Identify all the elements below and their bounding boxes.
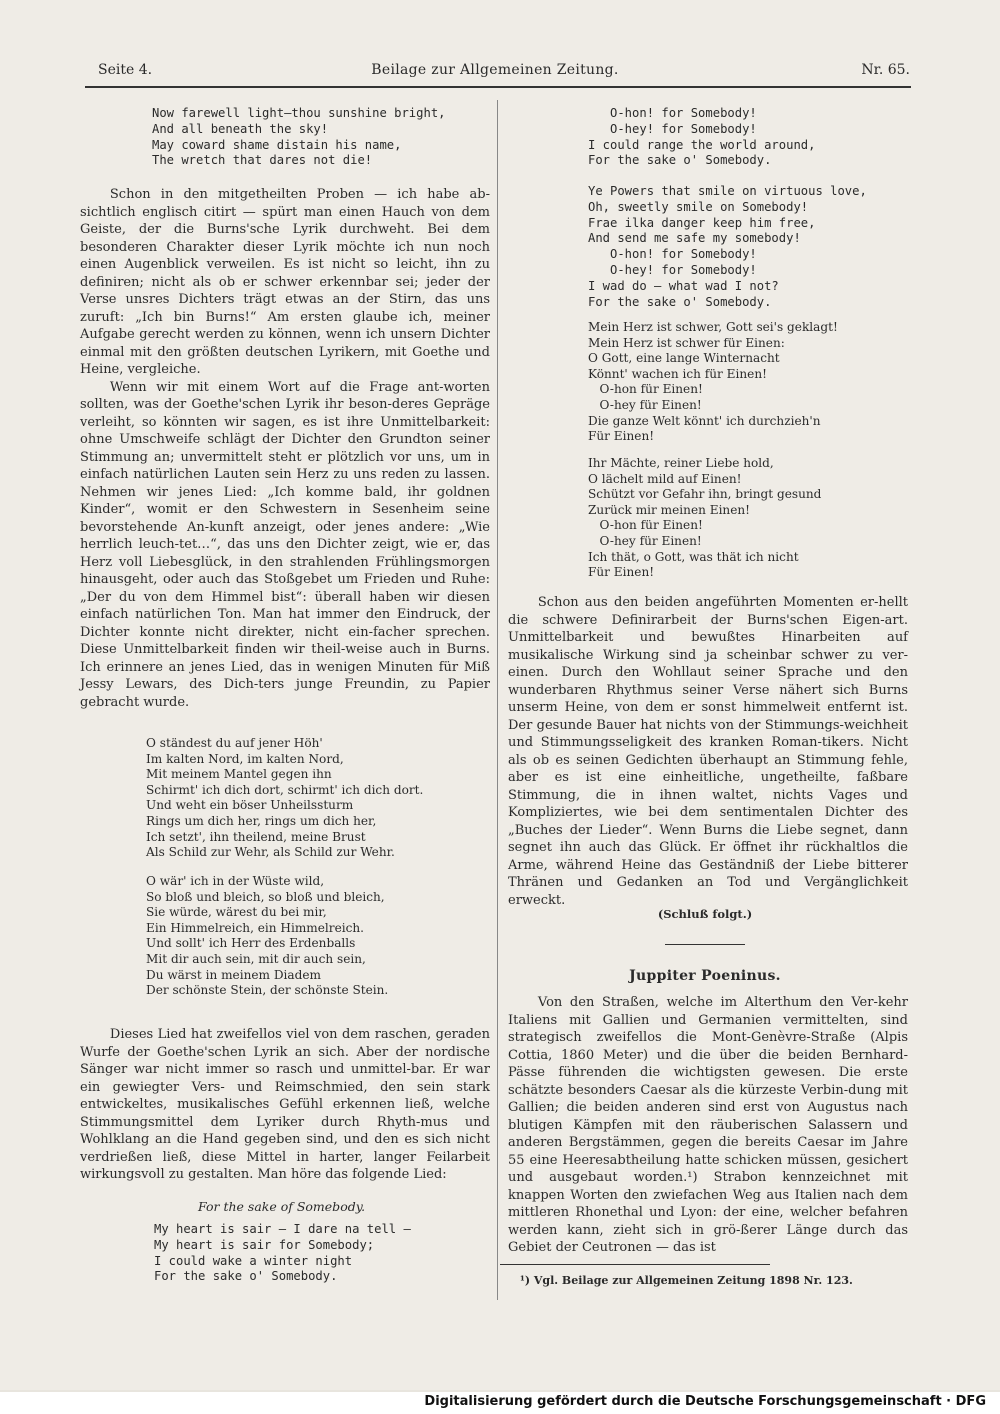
- issue-number: Nr. 65.: [861, 62, 910, 78]
- page-header: [80, 60, 910, 84]
- column-divider: [497, 100, 498, 1300]
- poem-stanza: O wär' ich in der Wüste wild, So bloß und bleich, so bloß und bleich, Sie würde, wärest du bei mir, Ein Himmelreich, ein Himmelreich. Und sollt' ich Herr des Erdenballs Mit dir auch sein, mit dir auch sein, Du wärst in meinem Diadem Der schönste Stein, der schönste Stein.: [146, 874, 389, 998]
- digitization-credit-bar: [0, 1392, 1000, 1414]
- article-text: [80, 1026, 490, 1184]
- page-title: Beilage zur Allgemeinen Zeitung.: [371, 62, 619, 78]
- poem-stanza: My heart is sair — I dare na tell — My heart is sair for Somebody; I could wake a winter night For the sake o' Somebody.: [154, 1222, 411, 1284]
- poem-stanza: O ständest du auf jener Höh' Im kalten Nord, im kalten Nord, Mit meinem Mantel gegen ihn Schirmt' ich dich dort, schirmt' ich dich dort. Und weht ein böser Unheilssturm Rings um dich her, rings um dich her, Ich setzt', ihn theilend, meine Brust Als Schild zur Wehr, als Schild zur Wehr.: [146, 736, 424, 860]
- digitization-credit: Digitalisierung gefördert durch die Deutsche Forschungsgemeinschaft · DFG: [424, 1394, 986, 1409]
- to-be-continued: (Schluß folgt.): [657, 907, 753, 921]
- paragraph: Dieses Lied hat zweifellos viel von dem raschen, geraden Wurfe der Goethe'schen Lyrik an sich. Aber der nordische Sänger war nicht immer so rasch und unmittel-bar. Er war ein gewiegter Vers- und Reimschmied, den sein stark entwickeltes, musikalisches Gefühl erkennen ließ, welche Stimmungsmittel dem Lyriker durch Rhyth-mus und Wohlklang an die Hand gegeben sind, und den es sich nicht verdrießen ließ, diese Mittel in harter, langer Feilarbeit wirkungsvoll zu gestalten. Man höre das folgende Lied:: [80, 1027, 490, 1182]
- poem-stanza: Ihr Mächte, reiner Liebe hold, O lächelt mild auf Einen! Schützt vor Gefahr ihn, bringt gesund Zurück mir meinen Einen! O-hon für Einen! O-hey für Einen! Ich thät, o Gott, was thät ich nicht Für Einen!: [588, 456, 822, 580]
- article-text: [80, 186, 490, 711]
- paragraph: Wenn wir mit einem Wort auf die Frage ant-worten sollten, was der Goethe'schen Lyrik ihr beson-deres Gepräge verleiht, so könnten wir sagen, es ist ihre Unmittelbarkeit: ohne Umschweife schlägt der Dichter den Grundton seiner Stimmung an; unvermittelt steht er plötzlich vor uns, um in einfach natürlichen Lauten sein Herz zu uns reden zu lassen. Nehmen wir jenes Lied: „Ich komme bald, ihr goldnen Kinder“, womit er den Schwestern in Sesenheim seine bevorstehende An-kunft anzeigt, oder jenes andere: „Wie herrlich leuch-tet…“, das uns den Dichter zeigt, wie er, das Herz voll Liebesglück, in den strahlenden Frühlingsmorgen hinausgeht, oder auch das Stoßgebet um Frieden und Ruhe: „Der du von dem Himmel bist“: überall haben wir diesen einfach natürlichen Ton. Man hat immer den Eindruck, der Dichter konnte nicht direkter, nicht ein-facher sprechen. Diese Unmittelbarkeit finden wir theil-weise auch in Burns. Ich erinnere an jenes Lied, das in wenigen Minuten für Miß Jessy Lewars, des Dich-ters junge Freundin, zu Papier gebracht wurde.: [80, 379, 490, 710]
- poem-stanza: Mein Herz ist schwer, Gott sei's geklagt! Mein Herz ist schwer für Einen: O Gott, eine lange Winternacht Könnt' wachen ich für Einen! O-hon für Einen! O-hey für Einen! Die ganze Welt könnt' ich durchzieh'n Für Einen!: [588, 320, 838, 444]
- song-title: For the sake of Somebody.: [198, 1199, 366, 1214]
- footnote: ¹) Vgl. Beilage zur Allgemeinen Zeitung 1898 Nr. 123.: [520, 1274, 853, 1287]
- section-divider: [500, 944, 910, 945]
- article-text: [508, 994, 908, 1257]
- article-text: [508, 594, 908, 909]
- paragraph: Von den Straßen, welche im Alterthum den Ver-kehr Italiens mit Gallien und Germanien vermittelten, sind strategisch zweifellos die Mont-Genèvre-Straße (Alpis Cottia, 1860 Meter) und die über die beiden Bernhard-Pässe führenden die wichtigsten gewesen. Die erste schätzte besonders Caesar als die kürzeste Verbin-dung mit Gallien; die beiden anderen sind erst von Augustus nach blutigen Kämpfen mit den räuberischen Salassern und anderen Bergstämmen, gegen die bereits Caesar im Jahre 55 eine Heeresabtheilung hatte schicken müssen, gesichert und ausgebaut worden.¹) Strabon kennzeichnet mit knappen Worten den zwiefachen Weg aus Italien nach dem mittleren Rhonethal und Lyon: der eine, welcher befahren werden kann, zieht sich in grö-ßerer Länge durch das Gebiet der Ceutronen — das ist: [508, 995, 908, 1255]
- footnote-rule: [500, 1264, 770, 1265]
- poem-stanza: Now farewell light—thou sunshine bright, And all beneath the sky! May coward shame distain his name, The wretch that dares not die!: [152, 106, 446, 168]
- section-heading: Juppiter Poeninus.: [629, 968, 781, 984]
- paragraph: Schon in den mitgetheilten Proben — ich habe ab-sichtlich englisch citirt — spürt man einen Hauch von dem Geiste, der die Burns'sche Lyrik durchweht. Bei dem besonderen Charakter dieser Lyrik möchte ich nun noch einen Augenblick verweilen. Es ist nicht so leicht, ihn zu definiren; nicht als ob er schwer erkennbar sei; jeder der Verse unsres Dichters trägt etwas an der Stirn, das uns zuruft: „Ich bin Burns!“ Am ersten glaube ich, meiner Aufgabe gerecht werden zu können, wenn ich unsern Dichter einmal mit den größten deutschen Lyrikern, mit Goethe und Heine, vergleiche.: [80, 187, 490, 377]
- header-rule: [85, 86, 911, 88]
- poem-stanza: O-hon! for Somebody! O-hey! for Somebody! I could range the world around, For the sake o' Somebody.: [588, 106, 816, 168]
- page-label: Seite 4.: [98, 62, 153, 78]
- poem-stanza: Ye Powers that smile on virtuous love, Oh, sweetly smile on Somebody! Frae ilka danger keep him free, And send me safe my somebody! O-hon! for Somebody! O-hey! for Somebody! I wad do — what wad I not? For the sake o' Somebody.: [588, 184, 867, 309]
- paragraph: Schon aus den beiden angeführten Momenten er-hellt die schwere Definirarbeit der Burns'schen Eigen-art. Unmittelbarkeit und bewußtes Hinarbeiten auf musikalische Wirkung sind ja scheinbar schwer zu ver-einen. Durch den Wohllaut seiner Sprache und den wunderbaren Rhythmus seiner Verse nähert sich Burns unserm Heine, von dem er sonst himmelweit entfernt ist. Der gesunde Bauer hat nichts von der Stimmungs-weichheit und Stimmungsseligkeit des kranken Roman-tikers. Nicht als ob es seinen Gedichten überhaupt an Stimmung fehle, aber es ist eine einheitliche, ungetheilte, faßbare Stimmung, die in ihnen waltet, nichts Vages und Kompliziertes, wie bei dem sentimentalen Dichter des „Buches der Lieder“. Wenn Burns die Liebe segnet, dann segnet ihn auch das Glück. Er öffnet ihr rückhaltlos die Arme, während Heine das Geständniß der Liebe bitterer Thränen und Gedanken an Tod und Vergänglichkeit erweckt.: [508, 595, 908, 908]
